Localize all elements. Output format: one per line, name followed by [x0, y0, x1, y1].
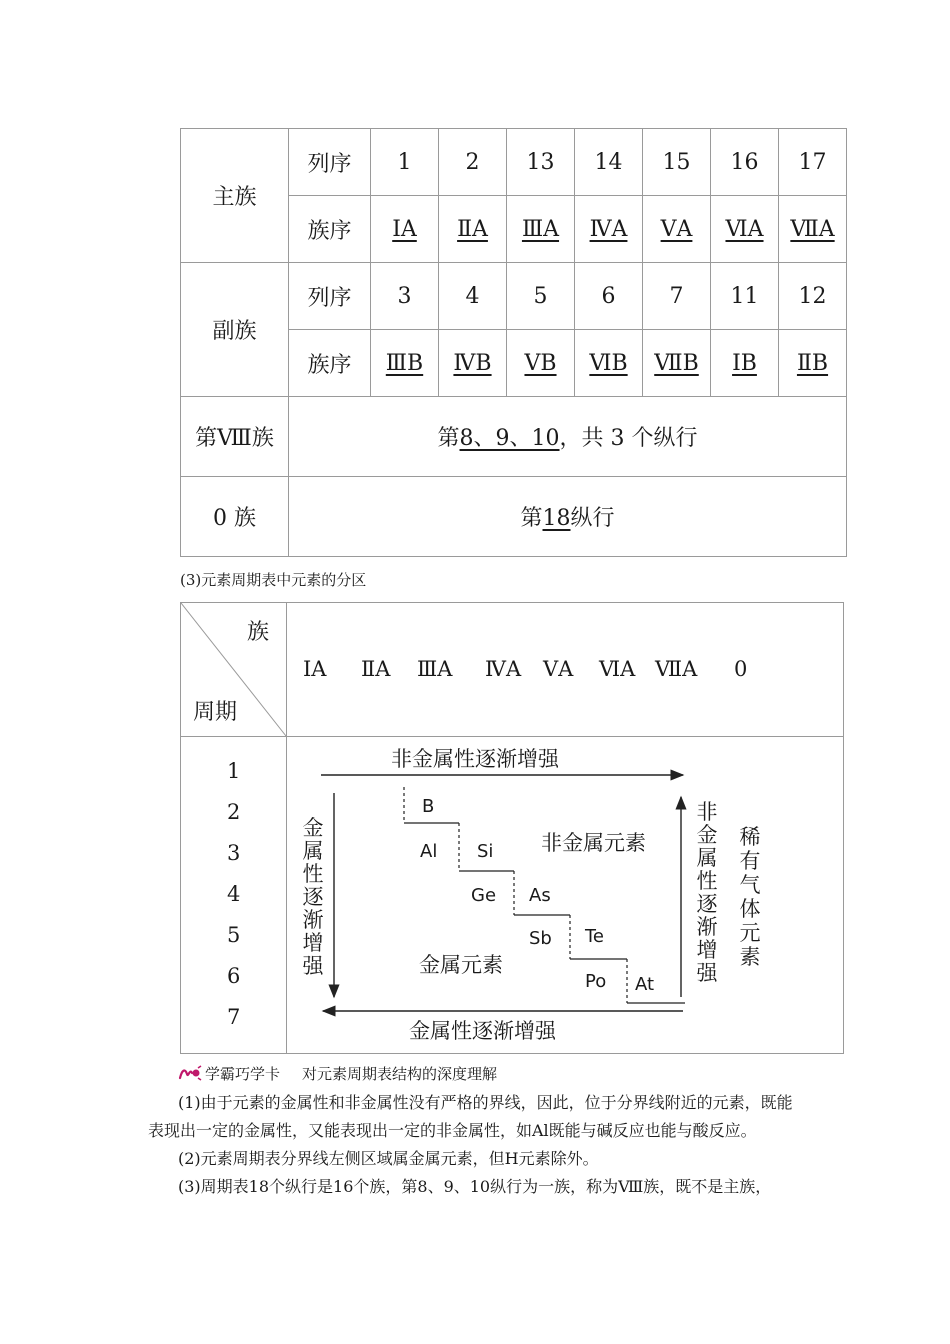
group-blank: ⅦA — [790, 216, 835, 242]
element-Te: Te — [585, 926, 605, 947]
group-order-label: 族序 — [289, 196, 371, 263]
group-blank: ⅡA — [457, 216, 488, 242]
study-card-icon — [178, 1064, 202, 1082]
main-group-label: 主族 — [181, 129, 289, 263]
cell: 3 — [371, 263, 439, 330]
cell: 5 — [507, 263, 575, 330]
note-paragraph-1: (1)由于元素的金属性和非金属性没有严格的界线，因此，位于分界线附近的元素，既能表现出一定的金属性，又能表现出一定的非金属性，如Al既能与碱反应也能与酸反应。 — [148, 1093, 793, 1140]
cell: 7 — [643, 263, 711, 330]
periodic-zone-table — [180, 602, 844, 1054]
noble-gas-label: 稀有气体元素 — [739, 825, 761, 969]
cell: 17 — [779, 129, 847, 196]
note-paragraph-3: (3)周期表18个纵行是16个族，第8、9、10纵行为一族，称为Ⅷ族，既不是主族， — [178, 1177, 772, 1196]
element-Al: Al — [420, 841, 438, 862]
group-label: ⅤA — [543, 657, 574, 681]
right-arrow-label: 非金属性逐渐增强 — [696, 800, 718, 985]
cell — [643, 330, 711, 397]
group-blank: ⅥB — [589, 350, 628, 376]
column-order-label: 列序 — [289, 129, 371, 196]
element-Ge: Ge — [471, 885, 497, 906]
group-viii-desc: 第8、9、10，共 3 个纵行 — [289, 397, 847, 477]
group-label: ⅦA — [655, 657, 698, 681]
top-arrow-label: 非金属性逐渐增强 — [391, 747, 559, 771]
study-card-title: 对元素周期表结构的深度理解 — [302, 1065, 498, 1083]
group-label: 0 — [734, 657, 748, 681]
group-blank: ⅣB — [453, 350, 492, 376]
period-label: 1 — [227, 759, 241, 783]
cell — [711, 196, 779, 263]
cell — [575, 330, 643, 397]
cell: 15 — [643, 129, 711, 196]
element-Po: Po — [585, 971, 607, 992]
period-label: 5 — [227, 923, 241, 947]
cell — [439, 196, 507, 263]
column-order-label: 列序 — [289, 263, 371, 330]
cell: 13 — [507, 129, 575, 196]
cell — [711, 330, 779, 397]
period-label: 6 — [227, 964, 241, 988]
group-order-label: 族序 — [289, 330, 371, 397]
group-label: ⅠA — [303, 657, 327, 681]
group-viii-label: 第Ⅷ族 — [181, 397, 289, 477]
group-blank: ⅡB — [796, 350, 829, 376]
element-As: As — [529, 885, 551, 906]
cell — [439, 330, 507, 397]
study-card-label: 学霸巧学卡 — [205, 1065, 281, 1083]
element-Si: Si — [477, 841, 494, 862]
cell: 1 — [371, 129, 439, 196]
cell — [643, 196, 711, 263]
bottom-arrow-label: 金属性逐渐增强 — [409, 1019, 556, 1043]
group-zero-label: 0 族 — [181, 477, 289, 557]
group-blank: ⅤB — [524, 350, 557, 376]
note-paragraph-2: (2)元素周期表分界线左侧区域属金属元素，但H元素除外。 — [178, 1149, 599, 1168]
cell: 16 — [711, 129, 779, 196]
header-period-label: 周期 — [193, 700, 238, 725]
cell — [507, 330, 575, 397]
period-label: 3 — [227, 841, 241, 865]
cell — [779, 196, 847, 263]
cell — [507, 196, 575, 263]
period-label: 7 — [227, 1005, 241, 1029]
period-label: 2 — [227, 800, 241, 824]
nonmetal-region-label: 非金属元素 — [541, 831, 646, 855]
metal-region-label: 金属元素 — [419, 953, 503, 977]
element-Sb: Sb — [529, 928, 552, 949]
cell — [371, 330, 439, 397]
group-blank: ⅥA — [725, 216, 764, 242]
study-card-heading — [178, 1063, 497, 1084]
group-zero-desc: 第18纵行 — [289, 477, 847, 557]
group-label: ⅡA — [361, 657, 391, 681]
element-At: At — [635, 974, 655, 995]
group-blank: ⅤA — [660, 216, 693, 242]
cell — [779, 330, 847, 397]
cell: 4 — [439, 263, 507, 330]
group-structure-table — [180, 128, 847, 557]
group-blank: ⅣA — [589, 216, 628, 242]
period-label: 4 — [227, 882, 241, 906]
group-blank: ⅦB — [654, 350, 699, 376]
cell: 6 — [575, 263, 643, 330]
cell: 11 — [711, 263, 779, 330]
group-blank: ⅠA — [392, 216, 417, 242]
cell: 14 — [575, 129, 643, 196]
sub-group-label: 副族 — [181, 263, 289, 397]
cell: 2 — [439, 129, 507, 196]
group-label: ⅥA — [599, 657, 636, 681]
group-label: ⅣA — [485, 657, 522, 681]
cell — [575, 196, 643, 263]
zone-caption: (3)元素周期表中元素的分区 — [180, 571, 367, 589]
cell: 12 — [779, 263, 847, 330]
group-label: ⅢA — [417, 657, 453, 681]
header-group-label: 族 — [247, 620, 270, 645]
element-B: B — [422, 796, 435, 817]
left-arrow-label: 金属性逐渐增强 — [302, 816, 324, 978]
group-blank: ⅠB — [732, 350, 757, 376]
cell — [371, 196, 439, 263]
group-zero-blank: 18 — [542, 506, 571, 531]
group-viii-blank: 8、9、10 — [459, 426, 560, 451]
group-blank: ⅢA — [521, 216, 560, 242]
group-blank: ⅢB — [385, 350, 424, 376]
